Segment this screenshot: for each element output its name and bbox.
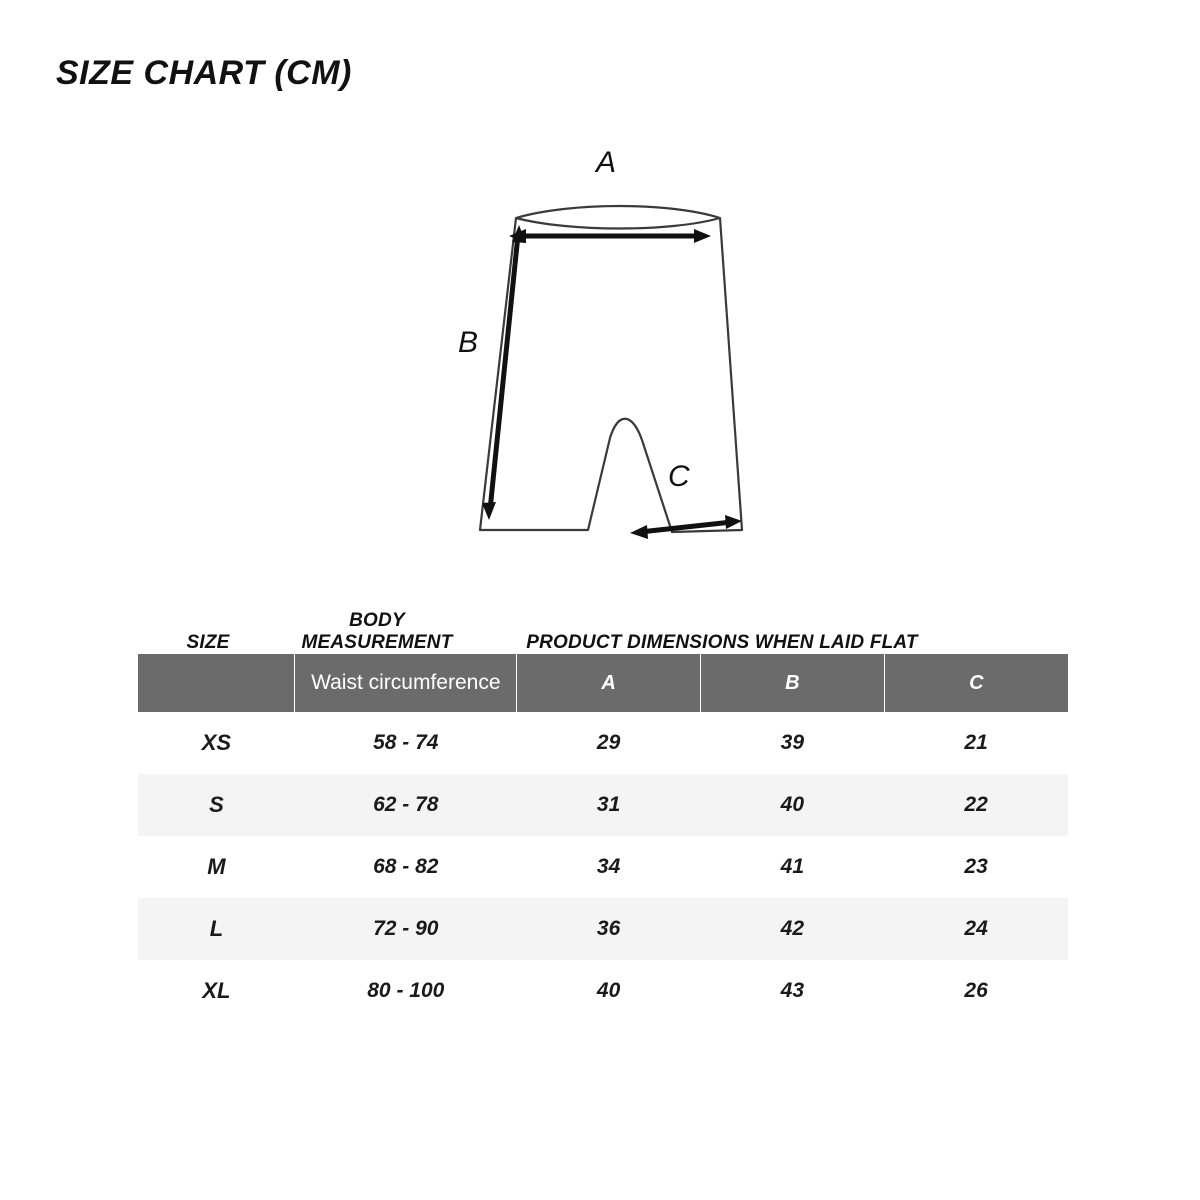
column-header-waist: Waist circumference bbox=[295, 654, 517, 712]
column-header-a: A bbox=[517, 654, 701, 712]
garment-diagram bbox=[420, 140, 800, 560]
column-header-b: B bbox=[700, 654, 884, 712]
column-header-size bbox=[138, 654, 295, 712]
size-table bbox=[138, 654, 1068, 1022]
size-table-container bbox=[138, 608, 1068, 1022]
cell-size: M bbox=[207, 854, 226, 879]
table-row bbox=[138, 774, 1068, 836]
table-head bbox=[138, 654, 1068, 712]
cell-a: 31 bbox=[517, 774, 701, 836]
dimension-label-c: C bbox=[668, 460, 690, 493]
cell-waist: 68 - 82 bbox=[373, 855, 439, 878]
table-header-row bbox=[138, 654, 1068, 712]
group-header-size: SIZE bbox=[186, 632, 230, 653]
table-row bbox=[138, 960, 1068, 1022]
dimension-label-b: B bbox=[458, 326, 479, 359]
cell-b: 41 bbox=[780, 855, 804, 878]
column-header-c: C bbox=[884, 654, 1068, 712]
table-row bbox=[138, 712, 1068, 774]
cell-size: S bbox=[138, 774, 295, 836]
cell-waist: 80 - 100 bbox=[367, 979, 445, 1002]
cell-b: 43 bbox=[780, 979, 804, 1002]
group-header-body-measurement: BODY MEASUREMENT bbox=[301, 610, 453, 653]
cell-size: L bbox=[138, 898, 295, 960]
cell-b: 42 bbox=[700, 898, 884, 960]
cell-a: 36 bbox=[517, 898, 701, 960]
cell-c: 21 bbox=[964, 731, 988, 754]
table-row bbox=[138, 898, 1068, 960]
cell-a: 29 bbox=[596, 731, 621, 754]
cell-waist: 72 - 90 bbox=[295, 898, 517, 960]
table-group-headers bbox=[138, 608, 1068, 654]
cell-waist: 58 - 74 bbox=[373, 731, 439, 754]
page-title: SIZE CHART (CM) bbox=[56, 54, 352, 92]
cell-c: 23 bbox=[964, 855, 988, 878]
cell-c: 26 bbox=[964, 979, 988, 1002]
cell-size: XS bbox=[201, 730, 232, 755]
cell-a: 40 bbox=[596, 979, 621, 1002]
dimension-label-a: A bbox=[596, 146, 617, 179]
cell-b: 40 bbox=[700, 774, 884, 836]
cell-c: 22 bbox=[884, 774, 1068, 836]
cell-size: XL bbox=[202, 978, 231, 1003]
cell-a: 34 bbox=[596, 855, 621, 878]
cell-c: 24 bbox=[884, 898, 1068, 960]
table-body bbox=[138, 712, 1068, 1022]
cell-waist: 62 - 78 bbox=[295, 774, 517, 836]
cell-b: 39 bbox=[780, 731, 804, 754]
group-header-product-dimensions: PRODUCT DIMENSIONS WHEN LAID FLAT bbox=[526, 632, 918, 653]
table-row bbox=[138, 836, 1068, 898]
